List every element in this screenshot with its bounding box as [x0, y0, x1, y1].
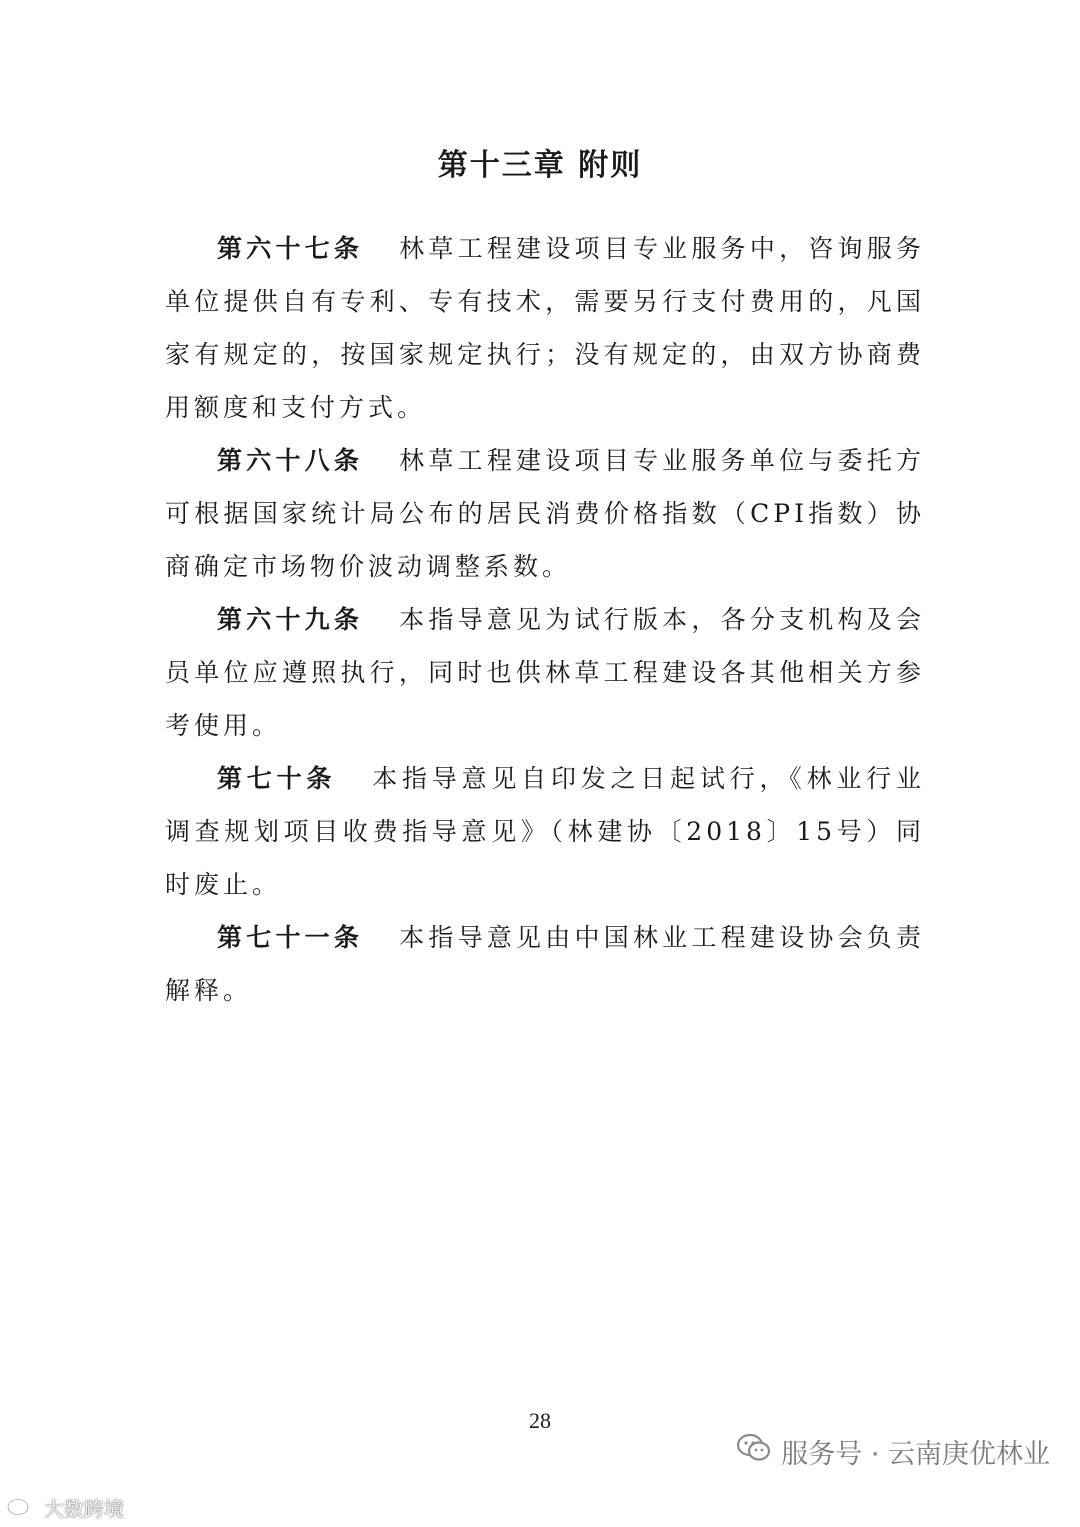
weibo-icon [6, 1493, 40, 1522]
watermark-service-account [737, 1432, 1050, 1471]
article-text: 本指导意见由中国林业工程建设协会负责解释。 [165, 923, 925, 1005]
article-text: 本指导意见为试行版本，各分支机构及会员单位应遵照执行，同时也供林草工程建设各其他相关方参考使用。 [165, 605, 925, 740]
watermark-source [6, 1493, 124, 1522]
article-label: 第六十九条 [217, 605, 364, 634]
page-number: 28 [529, 1408, 551, 1433]
article-68 [165, 434, 925, 593]
article-text: 林草工程建设项目专业服务中，咨询服务单位提供自有专利、专有技术，需要另行支付费用的，凡国家有规定的，按国家规定执行；没有规定的，由双方协商费用额度和支付方式。 [165, 234, 925, 422]
watermark-right-text: 服务号 · 云南庚优林业 [781, 1439, 1050, 1470]
chapter-title: 第十三章 附则 [437, 148, 643, 183]
watermark-left-text: 大数跨境 [44, 1497, 124, 1521]
article-label: 第六十八条 [217, 446, 364, 475]
article-label: 第七十条 [217, 764, 337, 793]
article-67 [165, 222, 925, 434]
article-70 [165, 752, 925, 911]
document-body [165, 222, 925, 1017]
wechat-icon [737, 1433, 771, 1470]
article-text: 本指导意见自印发之日起试行，《林业行业调查规划项目收费指导意见》（林建协〔2018〕15号）同时废止。 [165, 764, 925, 899]
article-label: 第七十一条 [217, 923, 364, 952]
article-71 [165, 911, 925, 1017]
article-label: 第六十七条 [217, 234, 364, 263]
article-text: 林草工程建设项目专业服务单位与委托方可根据国家统计局公布的居民消费价格指数（CPI指数）协商确定市场物价波动调整系数。 [165, 446, 925, 581]
article-69 [165, 593, 925, 752]
